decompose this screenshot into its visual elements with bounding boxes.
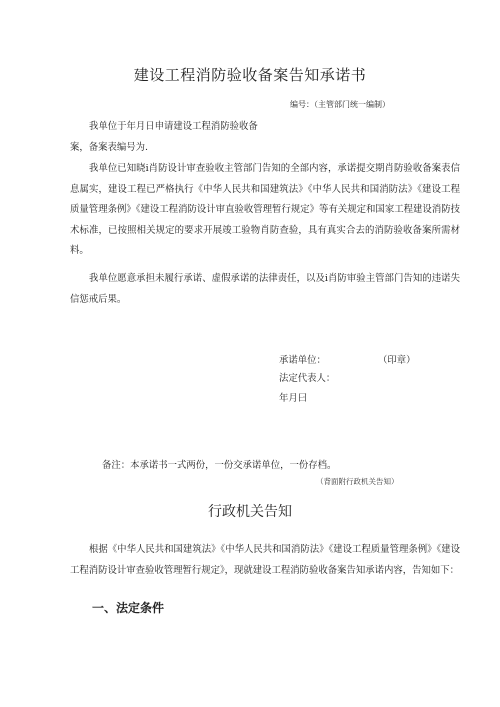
date-label: 年月曰: [279, 393, 308, 404]
commitment-paragraph-3: 我单位愿意承担未履行承诺、虚假承诺的法律责任，以及i肖防审验主管部门告知的违诺失信惩戒后果。: [70, 273, 460, 305]
signing-unit-label: 承诺单位：: [279, 355, 326, 366]
commitment-paragraph-1: [70, 117, 460, 158]
legal-representative-label: 法定代表人：: [279, 373, 336, 384]
seal-label: （印章）: [378, 355, 416, 366]
paragraph-line: 我单位于年月日申请建设工程消防验收备: [89, 121, 258, 132]
section-heading-legal-conditions: 一、法定条件: [92, 601, 165, 615]
notice-paragraph-1: 根据《中华人民共和国建筑法》《中华人民共和国消防法》《建设工程质量管理条例》《建设工程消防设计审查验收管理暂行规定》，现就建设工程消防验收备案告知承诺内容，告知如下：: [70, 544, 460, 576]
commitment-paragraph-2: 我单位已知晓i肖防设计审查验收主管部门告知的全部内容，承诺提交期肖防验收备案表信息属实，建设工程已严格执行《中华人民共和国建筑法》《中华人民共和国消防法》《建设工程质量管理条例》《建设工程消防设计审直验收管理暂行规定》等有关规定和国家工程建设消防技术标准，已按照相关规定的要求开展竣工验物肖防查验，具有真实合去的消防验收备案所需材料。: [70, 163, 460, 256]
document-title: 建设工程消防验收备案告知承诺书: [133, 66, 367, 84]
remark-note: 备注：本承诺书一式两份，一份交承诺单位，一份存档。: [102, 460, 337, 471]
paragraph-line: 案，备案表编号为.: [70, 141, 148, 153]
document-number: 编号：（主管部门统一编制）: [290, 100, 390, 109]
notice-heading: 行政机关告知: [208, 504, 292, 520]
remark-subnote: （背面附行政机关告知）: [316, 477, 399, 486]
